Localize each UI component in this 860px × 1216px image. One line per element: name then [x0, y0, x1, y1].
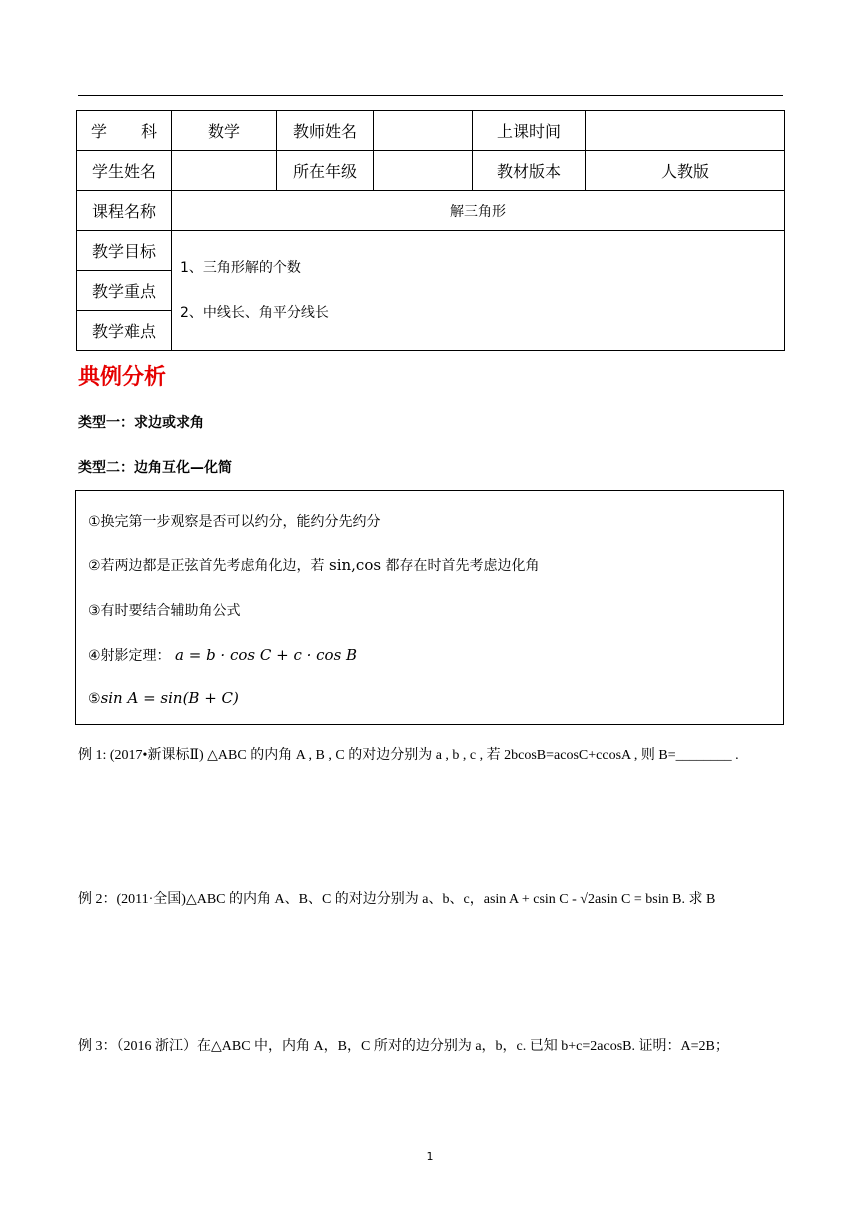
subject-label-char: 科: [141, 122, 158, 141]
tip-text: 都存在时首先考虑边化角: [381, 558, 540, 574]
example-label: 例 1: (2017•新课标Ⅱ): [78, 748, 208, 763]
header-rule: [78, 95, 783, 96]
student-label: 学生姓名: [77, 151, 172, 191]
lesson-info-table: [76, 110, 785, 351]
time-value: [586, 111, 785, 151]
example-3: [78, 1035, 729, 1055]
table-row: [77, 191, 785, 231]
example-label: 例 2：(2011·全国): [78, 892, 186, 907]
course-label: 课程名称: [77, 191, 172, 231]
section-title: 典例分析: [78, 365, 167, 390]
course-value: 解三角形: [172, 191, 785, 231]
table-row: [77, 151, 785, 191]
goals-content: [172, 231, 785, 351]
type-two-heading: 类型二：边角互化—化简: [78, 460, 232, 476]
grade-value: [374, 151, 473, 191]
example-text: 在△ABC 中，内角 A，B，C 所对的边分别为 a，b，c. 已知 b+c=2acosB. 证明：A=2B；: [197, 1039, 729, 1054]
tip-line: [88, 555, 540, 575]
tip-math: sin,cos: [329, 556, 382, 574]
example-text: △ABC 的内角 A、B、C 的对边分别为 a、b、c，asin A + csin C - √2asin C = bsin B. 求 B: [185, 892, 716, 907]
example-label: 例 3：（2016 浙江）: [78, 1039, 197, 1054]
difficulty-label: 教学难点: [77, 311, 172, 351]
type-one-heading: 类型一：求边或求角: [78, 415, 204, 431]
page-number: 1: [426, 1150, 434, 1163]
teacher-value: [374, 111, 473, 151]
subject-label-char: 学: [90, 122, 107, 141]
grade-label: 所在年级: [277, 151, 374, 191]
student-value: [172, 151, 277, 191]
goal-item: 2、中线长、角平分线长: [180, 305, 329, 321]
tip-text: ②若两边都是正弦首先考虑角化边，若: [88, 558, 329, 574]
projection-formula: a = b · cos C + c · cos B: [175, 646, 358, 664]
goal-label: 教学目标: [77, 231, 172, 271]
example-2: [78, 888, 715, 908]
edition-label: 教材版本: [473, 151, 586, 191]
goal-item: 1、三角形解的个数: [180, 260, 301, 276]
table-row: [77, 111, 785, 151]
subject-label: [77, 111, 172, 151]
subject-value: 数学: [172, 111, 277, 151]
tip-line: ①换完第一步观察是否可以约分，能约分先约分: [88, 514, 381, 530]
time-label: 上课时间: [473, 111, 586, 151]
example-text: △ABC 的内角 A , B , C 的对边分别为 a , b , c , 若 2bcosB=acosC+ccosA , 则 B=________ .: [207, 748, 739, 763]
table-row: [77, 231, 785, 271]
tip-text: ⑤: [88, 691, 101, 707]
tip-line: [88, 689, 239, 707]
edition-value: 人教版: [586, 151, 785, 191]
key-point-label: 教学重点: [77, 271, 172, 311]
example-1: [78, 744, 739, 764]
tip-line: [88, 645, 357, 665]
sine-formula: sin A = sin(B + C): [100, 689, 239, 707]
tips-box: [75, 490, 784, 725]
teacher-label: 教师姓名: [277, 111, 374, 151]
tip-line: ③有时要结合辅助角公式: [88, 603, 241, 619]
tip-text: ④射影定理：: [88, 648, 171, 664]
